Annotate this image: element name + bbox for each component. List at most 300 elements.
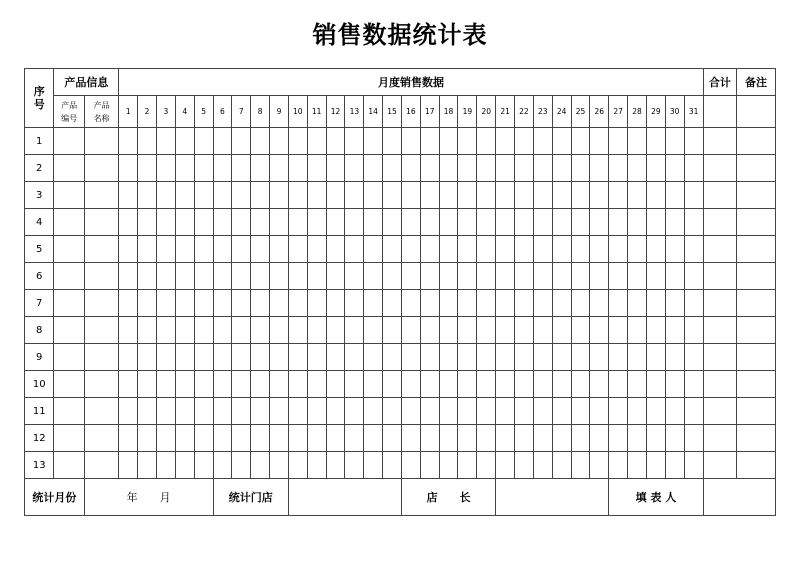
data-cell[interactable] bbox=[609, 371, 628, 398]
data-cell[interactable] bbox=[175, 209, 194, 236]
data-cell[interactable] bbox=[533, 236, 552, 263]
data-cell[interactable] bbox=[288, 209, 307, 236]
data-cell[interactable] bbox=[401, 155, 420, 182]
data-cell[interactable] bbox=[684, 209, 703, 236]
data-cell[interactable] bbox=[609, 398, 628, 425]
data-cell[interactable] bbox=[571, 128, 590, 155]
data-cell[interactable] bbox=[213, 182, 232, 209]
data-cell[interactable] bbox=[175, 398, 194, 425]
data-cell[interactable] bbox=[590, 398, 609, 425]
data-cell[interactable] bbox=[477, 128, 496, 155]
data-cell[interactable] bbox=[345, 290, 364, 317]
data-cell[interactable] bbox=[439, 236, 458, 263]
data-cell[interactable] bbox=[571, 290, 590, 317]
data-cell[interactable] bbox=[54, 398, 84, 425]
data-cell[interactable] bbox=[703, 425, 736, 452]
data-cell[interactable] bbox=[533, 317, 552, 344]
data-cell[interactable] bbox=[383, 263, 402, 290]
data-cell[interactable] bbox=[552, 425, 571, 452]
data-cell[interactable] bbox=[194, 452, 213, 479]
data-cell[interactable] bbox=[270, 236, 289, 263]
data-cell[interactable] bbox=[232, 425, 251, 452]
data-cell[interactable] bbox=[571, 398, 590, 425]
data-cell[interactable] bbox=[383, 398, 402, 425]
data-cell[interactable] bbox=[156, 155, 175, 182]
data-cell[interactable] bbox=[496, 236, 515, 263]
data-cell[interactable] bbox=[420, 263, 439, 290]
data-cell[interactable] bbox=[251, 317, 270, 344]
data-cell[interactable] bbox=[401, 371, 420, 398]
data-cell[interactable] bbox=[84, 425, 118, 452]
data-cell[interactable] bbox=[439, 290, 458, 317]
data-cell[interactable] bbox=[628, 425, 647, 452]
data-cell[interactable] bbox=[420, 155, 439, 182]
data-cell[interactable] bbox=[665, 155, 684, 182]
data-cell[interactable] bbox=[156, 263, 175, 290]
data-cell[interactable] bbox=[345, 452, 364, 479]
data-cell[interactable] bbox=[703, 128, 736, 155]
data-cell[interactable] bbox=[383, 344, 402, 371]
data-cell[interactable] bbox=[496, 425, 515, 452]
data-cell[interactable] bbox=[646, 317, 665, 344]
data-cell[interactable] bbox=[156, 182, 175, 209]
data-cell[interactable] bbox=[213, 452, 232, 479]
data-cell[interactable] bbox=[326, 290, 345, 317]
data-cell[interactable] bbox=[628, 263, 647, 290]
data-cell[interactable] bbox=[326, 317, 345, 344]
data-cell[interactable] bbox=[646, 209, 665, 236]
data-cell[interactable] bbox=[194, 371, 213, 398]
data-cell[interactable] bbox=[401, 317, 420, 344]
data-cell[interactable] bbox=[496, 344, 515, 371]
data-cell[interactable] bbox=[477, 344, 496, 371]
data-cell[interactable] bbox=[665, 398, 684, 425]
data-cell[interactable] bbox=[175, 371, 194, 398]
data-cell[interactable] bbox=[609, 128, 628, 155]
data-cell[interactable] bbox=[590, 155, 609, 182]
data-cell[interactable] bbox=[270, 290, 289, 317]
data-cell[interactable] bbox=[665, 371, 684, 398]
data-cell[interactable] bbox=[175, 236, 194, 263]
data-cell[interactable] bbox=[194, 290, 213, 317]
data-cell[interactable] bbox=[590, 182, 609, 209]
data-cell[interactable] bbox=[646, 182, 665, 209]
data-cell[interactable] bbox=[703, 209, 736, 236]
data-cell[interactable] bbox=[665, 209, 684, 236]
data-cell[interactable] bbox=[138, 236, 157, 263]
data-cell[interactable] bbox=[628, 128, 647, 155]
data-cell[interactable] bbox=[552, 209, 571, 236]
data-cell[interactable] bbox=[307, 236, 326, 263]
data-cell[interactable] bbox=[84, 155, 118, 182]
data-cell[interactable] bbox=[439, 452, 458, 479]
data-cell[interactable] bbox=[533, 398, 552, 425]
data-cell[interactable] bbox=[84, 452, 118, 479]
data-cell[interactable] bbox=[194, 182, 213, 209]
data-cell[interactable] bbox=[54, 263, 84, 290]
data-cell[interactable] bbox=[326, 182, 345, 209]
data-cell[interactable] bbox=[496, 371, 515, 398]
data-cell[interactable] bbox=[270, 263, 289, 290]
data-cell[interactable] bbox=[737, 317, 776, 344]
data-cell[interactable] bbox=[477, 209, 496, 236]
data-cell[interactable] bbox=[383, 236, 402, 263]
stat-month-value[interactable]: 年 月 bbox=[84, 479, 213, 516]
data-cell[interactable] bbox=[477, 182, 496, 209]
data-cell[interactable] bbox=[737, 290, 776, 317]
data-cell[interactable] bbox=[458, 425, 477, 452]
data-cell[interactable] bbox=[439, 209, 458, 236]
data-cell[interactable] bbox=[665, 182, 684, 209]
data-cell[interactable] bbox=[552, 236, 571, 263]
data-cell[interactable] bbox=[138, 398, 157, 425]
data-cell[interactable] bbox=[420, 344, 439, 371]
data-cell[interactable] bbox=[609, 425, 628, 452]
data-cell[interactable] bbox=[628, 317, 647, 344]
data-cell[interactable] bbox=[646, 425, 665, 452]
data-cell[interactable] bbox=[84, 236, 118, 263]
data-cell[interactable] bbox=[458, 263, 477, 290]
data-cell[interactable] bbox=[552, 317, 571, 344]
data-cell[interactable] bbox=[383, 209, 402, 236]
data-cell[interactable] bbox=[288, 344, 307, 371]
data-cell[interactable] bbox=[571, 371, 590, 398]
data-cell[interactable] bbox=[684, 290, 703, 317]
data-cell[interactable] bbox=[194, 128, 213, 155]
data-cell[interactable] bbox=[84, 290, 118, 317]
data-cell[interactable] bbox=[590, 263, 609, 290]
data-cell[interactable] bbox=[665, 452, 684, 479]
data-cell[interactable] bbox=[401, 398, 420, 425]
data-cell[interactable] bbox=[364, 182, 383, 209]
data-cell[interactable] bbox=[232, 371, 251, 398]
data-cell[interactable] bbox=[288, 236, 307, 263]
data-cell[interactable] bbox=[737, 371, 776, 398]
data-cell[interactable] bbox=[609, 182, 628, 209]
data-cell[interactable] bbox=[138, 128, 157, 155]
data-cell[interactable] bbox=[383, 452, 402, 479]
data-cell[interactable] bbox=[420, 128, 439, 155]
data-cell[interactable] bbox=[345, 209, 364, 236]
data-cell[interactable] bbox=[307, 344, 326, 371]
data-cell[interactable] bbox=[420, 371, 439, 398]
data-cell[interactable] bbox=[552, 344, 571, 371]
data-cell[interactable] bbox=[288, 128, 307, 155]
data-cell[interactable] bbox=[364, 236, 383, 263]
data-cell[interactable] bbox=[54, 317, 84, 344]
data-cell[interactable] bbox=[251, 236, 270, 263]
data-cell[interactable] bbox=[156, 128, 175, 155]
data-cell[interactable] bbox=[383, 425, 402, 452]
data-cell[interactable] bbox=[138, 371, 157, 398]
stat-store-value[interactable] bbox=[288, 479, 401, 516]
data-cell[interactable] bbox=[307, 398, 326, 425]
data-cell[interactable] bbox=[119, 290, 138, 317]
data-cell[interactable] bbox=[232, 155, 251, 182]
data-cell[interactable] bbox=[345, 317, 364, 344]
data-cell[interactable] bbox=[609, 236, 628, 263]
data-cell[interactable] bbox=[401, 290, 420, 317]
data-cell[interactable] bbox=[571, 317, 590, 344]
data-cell[interactable] bbox=[251, 452, 270, 479]
data-cell[interactable] bbox=[703, 290, 736, 317]
data-cell[interactable] bbox=[458, 344, 477, 371]
data-cell[interactable] bbox=[401, 344, 420, 371]
data-cell[interactable] bbox=[571, 452, 590, 479]
data-cell[interactable] bbox=[646, 452, 665, 479]
data-cell[interactable] bbox=[646, 236, 665, 263]
data-cell[interactable] bbox=[552, 371, 571, 398]
data-cell[interactable] bbox=[326, 425, 345, 452]
data-cell[interactable] bbox=[420, 290, 439, 317]
data-cell[interactable] bbox=[383, 182, 402, 209]
data-cell[interactable] bbox=[628, 371, 647, 398]
data-cell[interactable] bbox=[138, 317, 157, 344]
data-cell[interactable] bbox=[609, 263, 628, 290]
data-cell[interactable] bbox=[552, 263, 571, 290]
data-cell[interactable] bbox=[213, 344, 232, 371]
data-cell[interactable] bbox=[401, 209, 420, 236]
data-cell[interactable] bbox=[138, 263, 157, 290]
data-cell[interactable] bbox=[533, 290, 552, 317]
data-cell[interactable] bbox=[703, 452, 736, 479]
data-cell[interactable] bbox=[54, 155, 84, 182]
data-cell[interactable] bbox=[194, 398, 213, 425]
data-cell[interactable] bbox=[156, 317, 175, 344]
data-cell[interactable] bbox=[684, 155, 703, 182]
data-cell[interactable] bbox=[270, 425, 289, 452]
data-cell[interactable] bbox=[703, 371, 736, 398]
data-cell[interactable] bbox=[194, 155, 213, 182]
data-cell[interactable] bbox=[345, 128, 364, 155]
data-cell[interactable] bbox=[609, 290, 628, 317]
data-cell[interactable] bbox=[684, 236, 703, 263]
data-cell[interactable] bbox=[552, 398, 571, 425]
store-manager-value[interactable] bbox=[496, 479, 609, 516]
data-cell[interactable] bbox=[439, 371, 458, 398]
data-cell[interactable] bbox=[477, 236, 496, 263]
data-cell[interactable] bbox=[326, 155, 345, 182]
data-cell[interactable] bbox=[737, 398, 776, 425]
data-cell[interactable] bbox=[270, 128, 289, 155]
data-cell[interactable] bbox=[251, 371, 270, 398]
data-cell[interactable] bbox=[684, 263, 703, 290]
data-cell[interactable] bbox=[119, 128, 138, 155]
data-cell[interactable] bbox=[420, 236, 439, 263]
data-cell[interactable] bbox=[232, 182, 251, 209]
data-cell[interactable] bbox=[175, 344, 194, 371]
data-cell[interactable] bbox=[138, 344, 157, 371]
data-cell[interactable] bbox=[646, 290, 665, 317]
data-cell[interactable] bbox=[533, 182, 552, 209]
data-cell[interactable] bbox=[533, 371, 552, 398]
data-cell[interactable] bbox=[533, 209, 552, 236]
data-cell[interactable] bbox=[496, 398, 515, 425]
data-cell[interactable] bbox=[251, 425, 270, 452]
data-cell[interactable] bbox=[684, 128, 703, 155]
data-cell[interactable] bbox=[533, 425, 552, 452]
data-cell[interactable] bbox=[703, 344, 736, 371]
data-cell[interactable] bbox=[84, 317, 118, 344]
data-cell[interactable] bbox=[477, 452, 496, 479]
data-cell[interactable] bbox=[288, 317, 307, 344]
data-cell[interactable] bbox=[533, 128, 552, 155]
data-cell[interactable] bbox=[684, 182, 703, 209]
data-cell[interactable] bbox=[84, 128, 118, 155]
data-cell[interactable] bbox=[119, 452, 138, 479]
data-cell[interactable] bbox=[288, 263, 307, 290]
data-cell[interactable] bbox=[420, 317, 439, 344]
data-cell[interactable] bbox=[439, 182, 458, 209]
data-cell[interactable] bbox=[364, 317, 383, 344]
data-cell[interactable] bbox=[288, 425, 307, 452]
data-cell[interactable] bbox=[590, 371, 609, 398]
data-cell[interactable] bbox=[571, 263, 590, 290]
data-cell[interactable] bbox=[307, 425, 326, 452]
data-cell[interactable] bbox=[138, 209, 157, 236]
data-cell[interactable] bbox=[496, 128, 515, 155]
data-cell[interactable] bbox=[515, 209, 534, 236]
data-cell[interactable] bbox=[420, 398, 439, 425]
data-cell[interactable] bbox=[737, 263, 776, 290]
data-cell[interactable] bbox=[175, 317, 194, 344]
data-cell[interactable] bbox=[628, 182, 647, 209]
data-cell[interactable] bbox=[628, 398, 647, 425]
data-cell[interactable] bbox=[326, 398, 345, 425]
data-cell[interactable] bbox=[703, 317, 736, 344]
data-cell[interactable] bbox=[232, 263, 251, 290]
data-cell[interactable] bbox=[737, 425, 776, 452]
data-cell[interactable] bbox=[684, 425, 703, 452]
data-cell[interactable] bbox=[439, 128, 458, 155]
data-cell[interactable] bbox=[326, 128, 345, 155]
data-cell[interactable] bbox=[420, 425, 439, 452]
data-cell[interactable] bbox=[477, 155, 496, 182]
data-cell[interactable] bbox=[307, 182, 326, 209]
data-cell[interactable] bbox=[232, 128, 251, 155]
data-cell[interactable] bbox=[665, 236, 684, 263]
data-cell[interactable] bbox=[213, 317, 232, 344]
data-cell[interactable] bbox=[138, 182, 157, 209]
data-cell[interactable] bbox=[609, 344, 628, 371]
data-cell[interactable] bbox=[288, 398, 307, 425]
data-cell[interactable] bbox=[458, 209, 477, 236]
data-cell[interactable] bbox=[54, 344, 84, 371]
data-cell[interactable] bbox=[251, 182, 270, 209]
data-cell[interactable] bbox=[383, 317, 402, 344]
data-cell[interactable] bbox=[175, 263, 194, 290]
data-cell[interactable] bbox=[119, 182, 138, 209]
data-cell[interactable] bbox=[251, 209, 270, 236]
data-cell[interactable] bbox=[54, 290, 84, 317]
data-cell[interactable] bbox=[515, 398, 534, 425]
data-cell[interactable] bbox=[646, 398, 665, 425]
data-cell[interactable] bbox=[213, 290, 232, 317]
data-cell[interactable] bbox=[213, 425, 232, 452]
data-cell[interactable] bbox=[458, 452, 477, 479]
data-cell[interactable] bbox=[213, 128, 232, 155]
data-cell[interactable] bbox=[364, 155, 383, 182]
data-cell[interactable] bbox=[307, 452, 326, 479]
data-cell[interactable] bbox=[364, 344, 383, 371]
data-cell[interactable] bbox=[364, 452, 383, 479]
data-cell[interactable] bbox=[737, 128, 776, 155]
data-cell[interactable] bbox=[345, 236, 364, 263]
data-cell[interactable] bbox=[345, 182, 364, 209]
data-cell[interactable] bbox=[119, 263, 138, 290]
data-cell[interactable] bbox=[54, 452, 84, 479]
data-cell[interactable] bbox=[552, 290, 571, 317]
data-cell[interactable] bbox=[232, 290, 251, 317]
data-cell[interactable] bbox=[213, 371, 232, 398]
data-cell[interactable] bbox=[737, 155, 776, 182]
data-cell[interactable] bbox=[364, 263, 383, 290]
data-cell[interactable] bbox=[458, 317, 477, 344]
data-cell[interactable] bbox=[533, 452, 552, 479]
data-cell[interactable] bbox=[194, 317, 213, 344]
data-cell[interactable] bbox=[609, 209, 628, 236]
data-cell[interactable] bbox=[288, 155, 307, 182]
data-cell[interactable] bbox=[119, 155, 138, 182]
data-cell[interactable] bbox=[496, 263, 515, 290]
data-cell[interactable] bbox=[496, 317, 515, 344]
data-cell[interactable] bbox=[213, 209, 232, 236]
data-cell[interactable] bbox=[590, 317, 609, 344]
data-cell[interactable] bbox=[307, 263, 326, 290]
data-cell[interactable] bbox=[665, 425, 684, 452]
data-cell[interactable] bbox=[590, 128, 609, 155]
data-cell[interactable] bbox=[477, 371, 496, 398]
data-cell[interactable] bbox=[684, 317, 703, 344]
data-cell[interactable] bbox=[590, 290, 609, 317]
data-cell[interactable] bbox=[439, 425, 458, 452]
data-cell[interactable] bbox=[119, 209, 138, 236]
data-cell[interactable] bbox=[665, 344, 684, 371]
data-cell[interactable] bbox=[737, 182, 776, 209]
data-cell[interactable] bbox=[665, 290, 684, 317]
data-cell[interactable] bbox=[364, 371, 383, 398]
data-cell[interactable] bbox=[288, 290, 307, 317]
data-cell[interactable] bbox=[401, 425, 420, 452]
data-cell[interactable] bbox=[326, 371, 345, 398]
data-cell[interactable] bbox=[232, 398, 251, 425]
data-cell[interactable] bbox=[54, 209, 84, 236]
data-cell[interactable] bbox=[84, 209, 118, 236]
data-cell[interactable] bbox=[84, 182, 118, 209]
data-cell[interactable] bbox=[401, 452, 420, 479]
data-cell[interactable] bbox=[703, 263, 736, 290]
data-cell[interactable] bbox=[737, 236, 776, 263]
data-cell[interactable] bbox=[307, 155, 326, 182]
data-cell[interactable] bbox=[232, 317, 251, 344]
data-cell[interactable] bbox=[515, 155, 534, 182]
data-cell[interactable] bbox=[533, 263, 552, 290]
data-cell[interactable] bbox=[364, 398, 383, 425]
data-cell[interactable] bbox=[288, 371, 307, 398]
data-cell[interactable] bbox=[515, 290, 534, 317]
data-cell[interactable] bbox=[458, 290, 477, 317]
data-cell[interactable] bbox=[175, 425, 194, 452]
data-cell[interactable] bbox=[703, 155, 736, 182]
data-cell[interactable] bbox=[552, 128, 571, 155]
data-cell[interactable] bbox=[251, 398, 270, 425]
data-cell[interactable] bbox=[232, 344, 251, 371]
data-cell[interactable] bbox=[477, 425, 496, 452]
data-cell[interactable] bbox=[628, 155, 647, 182]
data-cell[interactable] bbox=[703, 398, 736, 425]
data-cell[interactable] bbox=[401, 263, 420, 290]
data-cell[interactable] bbox=[439, 155, 458, 182]
